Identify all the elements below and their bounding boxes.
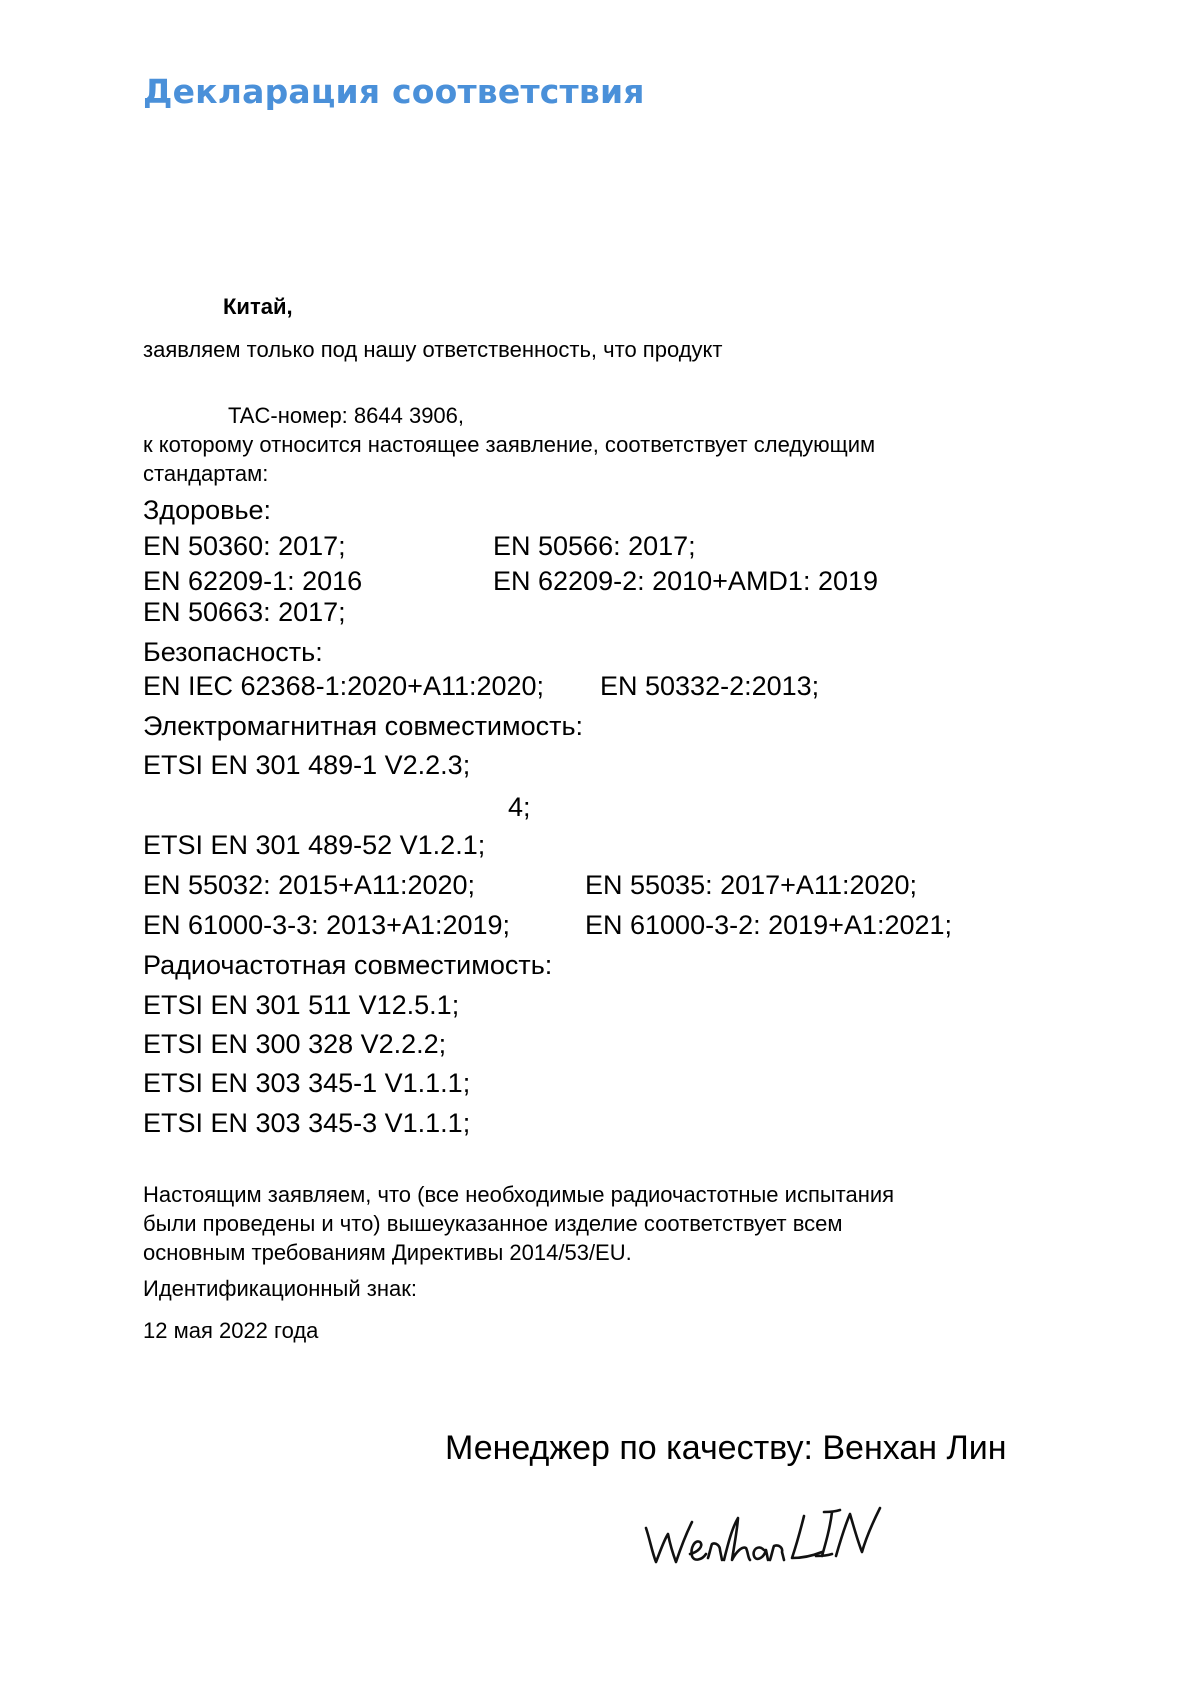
safety-heading: Безопасность: (143, 637, 323, 667)
statement-line-1: к которому относится настоящее заявление, соответствует следующим (143, 432, 876, 457)
radio-standard: ETSI EN 303 345-1 V1.1.1; (143, 1068, 471, 1098)
radio-standard: ETSI EN 300 328 V2.2.2; (143, 1029, 447, 1059)
page-title: Декларация соответствия (143, 72, 645, 111)
radio-heading: Радиочастотная совместимость: (143, 950, 553, 980)
safety-standard: EN 50332-2:2013; (600, 671, 820, 701)
health-standard: EN 62209-1: 2016 (143, 566, 363, 596)
health-standard: EN 62209-2: 2010+AMD1: 2019 (493, 566, 879, 596)
emc-standard: 4; (508, 792, 531, 822)
safety-standard: EN IEC 62368-1:2020+A11:2020; (143, 671, 545, 701)
closing-line-2: были проведены и что) вышеуказанное изделие соответствует всем (143, 1211, 843, 1236)
tac-number: TAC-номер: 8644 3906, (228, 403, 465, 428)
closing-line-3: основным требованиям Директивы 2014/53/EU. (143, 1240, 632, 1265)
manager-label: Менеджер по качеству: Венхан Лин (445, 1429, 1007, 1467)
emc-standard: EN 61000-3-3: 2013+A1:2019; (143, 910, 511, 940)
health-standard: EN 50566: 2017; (493, 531, 696, 561)
health-standard: EN 50360: 2017; (143, 531, 346, 561)
id-mark-label: Идентификационный знак: (143, 1276, 417, 1301)
emc-heading: Электромагнитная совместимость: (143, 711, 584, 741)
declare-line: заявляем только под нашу ответственность, что продукт (143, 337, 723, 362)
health-standard: EN 50663: 2017; (143, 597, 346, 627)
health-heading: Здоровье: (143, 495, 272, 525)
emc-standard: EN 55035: 2017+A11:2020; (585, 870, 918, 900)
radio-standard: ETSI EN 303 345-3 V1.1.1; (143, 1108, 471, 1138)
emc-standard: ETSI EN 301 489-1 V2.2.3; (143, 750, 471, 780)
statement-line-2: стандартам: (143, 461, 269, 486)
emc-standard: EN 55032: 2015+A11:2020; (143, 870, 476, 900)
country-label: Китай, (223, 294, 293, 319)
radio-standard: ETSI EN 301 511 V12.5.1; (143, 990, 460, 1020)
signature-image (640, 1488, 890, 1574)
date: 12 мая 2022 года (143, 1318, 319, 1343)
emc-standard: EN 61000-3-2: 2019+A1:2021; (585, 910, 953, 940)
closing-line-1: Настоящим заявляем, что (все необходимые радиочастотные испытания (143, 1182, 895, 1207)
emc-standard: ETSI EN 301 489-52 V1.2.1; (143, 830, 486, 860)
